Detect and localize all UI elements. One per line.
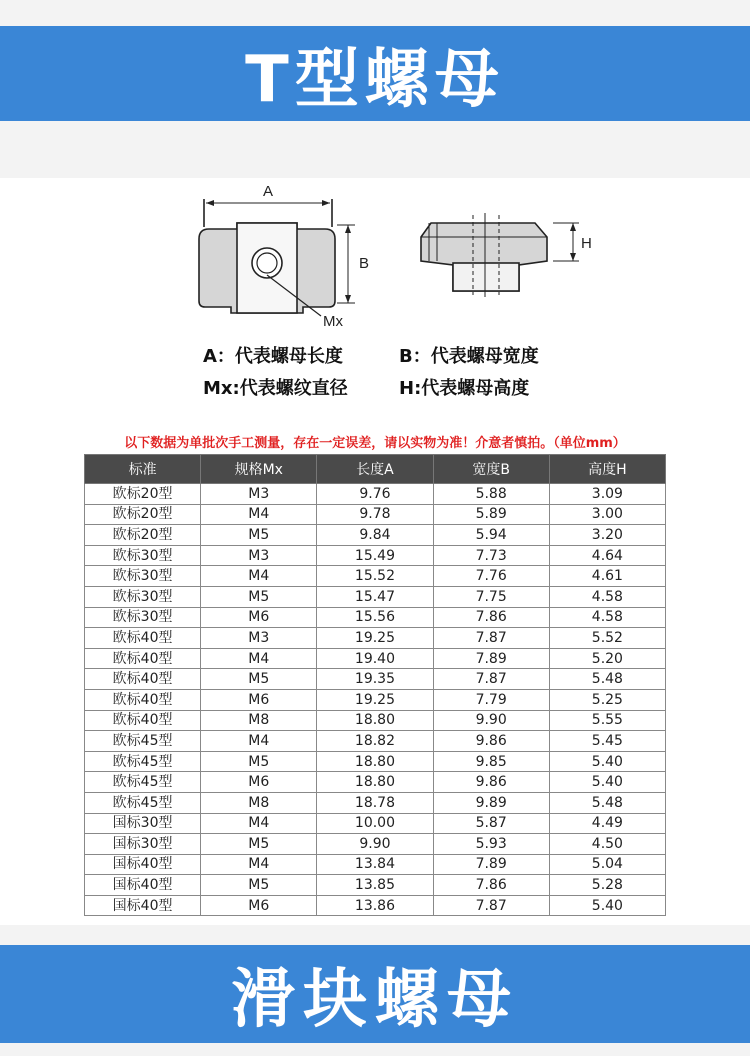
table-cell: 9.89 — [433, 792, 549, 813]
table-cell: 4.49 — [549, 813, 665, 834]
column-header-height: 高度H — [549, 455, 665, 484]
column-header-length: 长度A — [317, 455, 433, 484]
table-row — [85, 792, 666, 813]
table-cell: 7.89 — [433, 854, 549, 875]
table-cell: 18.80 — [317, 751, 433, 772]
dimension-label-mx: Mx — [323, 313, 343, 330]
legend-a: A：代表螺母长度 — [203, 346, 343, 367]
table-cell: 5.48 — [549, 792, 665, 813]
table-cell: 5.87 — [433, 813, 549, 834]
table-cell: 7.87 — [433, 669, 549, 690]
dimension-label-b: B — [359, 255, 370, 272]
table-cell: 7.75 — [433, 586, 549, 607]
footer-title: 滑块螺母 — [231, 963, 519, 1037]
table-cell: 欧标40型 — [85, 669, 201, 690]
table-cell: 国标30型 — [85, 813, 201, 834]
table-row — [85, 566, 666, 587]
spec-table-body — [85, 484, 666, 916]
table-row — [85, 875, 666, 896]
table-cell: 5.04 — [549, 854, 665, 875]
table-cell: 19.35 — [317, 669, 433, 690]
title-banner — [0, 26, 750, 121]
table-cell: M6 — [201, 772, 317, 793]
legend-mx: Mx:代表螺纹直径 — [203, 378, 348, 399]
table-cell: M8 — [201, 792, 317, 813]
table-row — [85, 484, 666, 505]
table-cell: 欧标30型 — [85, 545, 201, 566]
table-cell: M4 — [201, 566, 317, 587]
table-cell: 18.80 — [317, 710, 433, 731]
table-cell: 欧标40型 — [85, 628, 201, 649]
table-cell: 5.55 — [549, 710, 665, 731]
table-cell: 欧标45型 — [85, 751, 201, 772]
table-cell: M3 — [201, 628, 317, 649]
table-cell: M3 — [201, 484, 317, 505]
table-cell: 3.20 — [549, 525, 665, 546]
table-cell: 5.93 — [433, 834, 549, 855]
table-cell: 7.73 — [433, 545, 549, 566]
table-row — [85, 854, 666, 875]
table-cell: 15.52 — [317, 566, 433, 587]
table-row — [85, 545, 666, 566]
table-row — [85, 586, 666, 607]
measurement-note: 以下数据为单批次手工测量，存在一定误差，请以实物为准！介意者慎拍。（单位mm） — [124, 436, 626, 451]
table-cell: 7.86 — [433, 607, 549, 628]
table-cell: 19.25 — [317, 628, 433, 649]
table-cell: M5 — [201, 586, 317, 607]
table-cell: 5.94 — [433, 525, 549, 546]
table-row — [85, 607, 666, 628]
table-row — [85, 710, 666, 731]
table-cell: M4 — [201, 731, 317, 752]
table-cell: M5 — [201, 875, 317, 896]
table-cell: 欧标20型 — [85, 525, 201, 546]
table-row — [85, 669, 666, 690]
table-cell: 9.86 — [433, 772, 549, 793]
table-cell: 9.90 — [317, 834, 433, 855]
page-title: T型螺母 — [245, 42, 505, 117]
table-cell: 19.40 — [317, 648, 433, 669]
side-view-drawing — [421, 213, 579, 297]
table-cell: 5.40 — [549, 772, 665, 793]
table-cell: 7.89 — [433, 648, 549, 669]
table-cell: 7.86 — [433, 875, 549, 896]
table-cell: 9.78 — [317, 504, 433, 525]
table-cell: M3 — [201, 545, 317, 566]
dimension-label-a: A — [263, 183, 274, 200]
table-cell: 18.82 — [317, 731, 433, 752]
table-cell: 13.85 — [317, 875, 433, 896]
table-cell: 18.80 — [317, 772, 433, 793]
table-cell: M5 — [201, 751, 317, 772]
table-cell: 欧标30型 — [85, 586, 201, 607]
table-cell: 9.85 — [433, 751, 549, 772]
table-cell: 10.00 — [317, 813, 433, 834]
table-cell: 7.76 — [433, 566, 549, 587]
footer-banner — [0, 945, 750, 1043]
table-cell: 7.87 — [433, 895, 549, 916]
table-row — [85, 689, 666, 710]
table-cell: 4.64 — [549, 545, 665, 566]
table-cell: 9.86 — [433, 731, 549, 752]
table-cell: M6 — [201, 607, 317, 628]
table-cell: 欧标45型 — [85, 772, 201, 793]
table-cell: 19.25 — [317, 689, 433, 710]
table-cell: 4.58 — [549, 586, 665, 607]
table-cell: M4 — [201, 813, 317, 834]
table-cell: 欧标30型 — [85, 607, 201, 628]
table-cell: 9.84 — [317, 525, 433, 546]
table-cell: 欧标40型 — [85, 710, 201, 731]
table-cell: 5.40 — [549, 751, 665, 772]
table-cell: 欧标30型 — [85, 566, 201, 587]
table-row — [85, 772, 666, 793]
table-cell: 欧标45型 — [85, 792, 201, 813]
table-row — [85, 504, 666, 525]
table-cell: M4 — [201, 648, 317, 669]
t-nut-diagram — [185, 183, 605, 333]
table-cell: 欧标20型 — [85, 484, 201, 505]
table-cell: M8 — [201, 710, 317, 731]
table-cell: 15.47 — [317, 586, 433, 607]
table-cell: 5.45 — [549, 731, 665, 752]
column-header-width: 宽度B — [433, 455, 549, 484]
table-cell: 9.90 — [433, 710, 549, 731]
table-cell: 欧标20型 — [85, 504, 201, 525]
table-cell: 4.58 — [549, 607, 665, 628]
table-cell: M5 — [201, 669, 317, 690]
table-cell: 国标40型 — [85, 895, 201, 916]
table-cell: M5 — [201, 525, 317, 546]
table-row — [85, 813, 666, 834]
top-view-drawing — [199, 199, 355, 316]
table-cell: 3.09 — [549, 484, 665, 505]
table-row — [85, 895, 666, 916]
table-cell: 5.52 — [549, 628, 665, 649]
table-cell: 国标40型 — [85, 854, 201, 875]
table-row — [85, 731, 666, 752]
table-cell: 5.89 — [433, 504, 549, 525]
spec-table — [84, 454, 666, 916]
table-cell: M6 — [201, 689, 317, 710]
table-row — [85, 525, 666, 546]
table-cell: 5.40 — [549, 895, 665, 916]
table-cell: 欧标40型 — [85, 648, 201, 669]
table-cell: 7.87 — [433, 628, 549, 649]
table-cell: 18.78 — [317, 792, 433, 813]
table-row — [85, 751, 666, 772]
table-cell: 国标30型 — [85, 834, 201, 855]
legend-h: H:代表螺母高度 — [399, 378, 530, 399]
table-cell: 4.50 — [549, 834, 665, 855]
table-cell: 3.00 — [549, 504, 665, 525]
table-row — [85, 834, 666, 855]
table-cell: M4 — [201, 504, 317, 525]
table-cell: 5.25 — [549, 689, 665, 710]
table-row — [85, 648, 666, 669]
table-cell: 15.49 — [317, 545, 433, 566]
table-header-row — [85, 455, 666, 484]
table-cell: 5.20 — [549, 648, 665, 669]
table-cell: 5.88 — [433, 484, 549, 505]
table-cell: 7.79 — [433, 689, 549, 710]
table-cell: 欧标40型 — [85, 689, 201, 710]
table-cell: M6 — [201, 895, 317, 916]
table-row — [85, 628, 666, 649]
dimension-label-h: H — [581, 235, 592, 252]
table-cell: 5.48 — [549, 669, 665, 690]
table-cell: 9.76 — [317, 484, 433, 505]
table-cell: 欧标45型 — [85, 731, 201, 752]
table-cell: M4 — [201, 854, 317, 875]
table-cell: 5.28 — [549, 875, 665, 896]
table-cell: 15.56 — [317, 607, 433, 628]
table-cell: 13.84 — [317, 854, 433, 875]
table-cell: 国标40型 — [85, 875, 201, 896]
table-cell: 13.86 — [317, 895, 433, 916]
column-header-spec: 规格Mx — [201, 455, 317, 484]
table-cell: M5 — [201, 834, 317, 855]
table-cell: 4.61 — [549, 566, 665, 587]
legend-b: B：代表螺母宽度 — [399, 346, 539, 367]
column-header-standard: 标准 — [85, 455, 201, 484]
